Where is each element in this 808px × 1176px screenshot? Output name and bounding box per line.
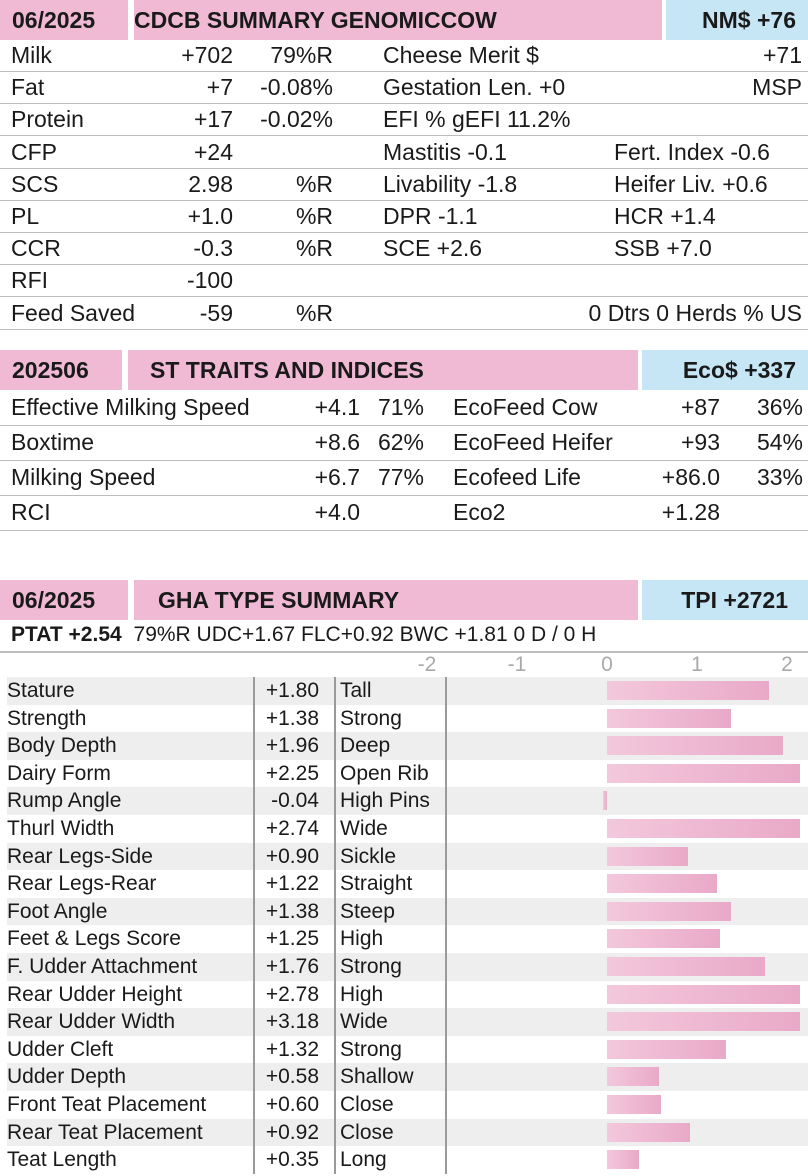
- eco-dollar-badge: Eco$ +337: [642, 350, 808, 390]
- trait-reliability: 79%R: [270, 42, 333, 68]
- trait-reliability: %R: [295, 299, 333, 326]
- trait-name: CCR: [11, 235, 61, 262]
- eco-name: Eco2: [453, 499, 506, 525]
- index-label-2: Fert. Index -0.6: [614, 138, 770, 165]
- type-trait-descriptor: Strong: [340, 955, 402, 978]
- type-trait-name: Rump Angle: [7, 789, 122, 813]
- cdcb-row: [0, 298, 808, 330]
- trait-bar: [607, 1123, 690, 1142]
- eco-name: Ecofeed Life: [453, 464, 581, 490]
- x-tick-label: 1: [691, 653, 703, 676]
- type-trait-descriptor: High: [340, 927, 384, 951]
- cdcb-title: CDCB SUMMARY GENOMICCOW: [134, 0, 662, 40]
- type-trait-name: Udder Cleft: [7, 1037, 114, 1061]
- cdcb-row: [0, 169, 808, 201]
- type-trait-descriptor: Strong: [340, 1037, 402, 1061]
- trait-bar: [607, 847, 688, 866]
- trait-bar: [607, 985, 800, 1004]
- eco-value: +93: [680, 429, 720, 455]
- type-trait-value: +1.96: [265, 734, 319, 758]
- ptat-summary: [11, 620, 596, 650]
- index-label: DPR -1.1: [383, 203, 478, 229]
- trait-reliability: -0.08%: [260, 74, 333, 101]
- index-label-2: HCR +1.4: [614, 203, 716, 229]
- trait-reliability: %R: [295, 203, 333, 229]
- trait-value: +702: [181, 42, 233, 68]
- type-trait-value: +1.38: [265, 706, 319, 730]
- st-trait-pct: 77%: [377, 464, 424, 490]
- st-trait-pct: 71%: [377, 394, 424, 420]
- st-row: [0, 496, 808, 531]
- st-trait-value: +6.7: [314, 464, 360, 490]
- type-trait-name: Rear Legs-Rear: [7, 872, 157, 896]
- index-value: 0 Dtrs 0 Herds % US: [588, 299, 802, 326]
- type-trait-value: +1.22: [265, 872, 319, 896]
- st-trait-pct: 62%: [377, 429, 424, 455]
- trait-row: [7, 1063, 808, 1091]
- st-trait-value: +4.1: [314, 394, 360, 420]
- trait-name: RFI: [11, 267, 49, 294]
- st-date: 202506: [0, 350, 122, 390]
- column-divider: [253, 677, 255, 1174]
- eco-name: EcoFeed Cow: [453, 394, 598, 420]
- index-label: SCE +2.6: [383, 235, 483, 262]
- index-value: +71: [762, 42, 802, 68]
- type-trait-value: +2.74: [265, 817, 319, 840]
- eco-value: +87: [680, 394, 720, 420]
- trait-bar: [607, 736, 783, 755]
- trait-bar: [607, 819, 800, 838]
- trait-value: +1.0: [187, 203, 233, 229]
- column-divider: [445, 677, 447, 1174]
- type-trait-descriptor: Tall: [340, 679, 372, 702]
- trait-reliability: %R: [295, 170, 333, 197]
- type-trait-name: Strength: [7, 706, 87, 730]
- type-trait-value: +2.25: [265, 761, 319, 785]
- trait-reliability: %R: [295, 235, 333, 262]
- eco-pct: 36%: [756, 394, 803, 420]
- type-trait-name: Foot Angle: [7, 899, 108, 923]
- trait-value: +24: [193, 138, 233, 165]
- x-tick-label: 0: [601, 653, 613, 676]
- trait-bar: [607, 1067, 659, 1086]
- trait-value: +17: [193, 106, 233, 133]
- type-trait-value: +1.76: [265, 955, 319, 978]
- nm-dollar-badge: NM$ +76: [666, 0, 808, 40]
- cdcb-row: [0, 265, 808, 297]
- st-row: [0, 461, 808, 496]
- st-trait-name: RCI: [11, 499, 51, 525]
- cdcb-row: [0, 40, 808, 72]
- type-trait-value: +0.35: [265, 1148, 319, 1172]
- type-trait-descriptor: Shallow: [340, 1065, 414, 1089]
- ptat-value: PTAT +2.54: [11, 623, 122, 646]
- trait-bar: [607, 1150, 639, 1169]
- type-trait-descriptor: High Pins: [340, 789, 430, 813]
- type-trait-name: Thurl Width: [7, 817, 115, 840]
- type-trait-descriptor: Straight: [340, 872, 413, 896]
- type-trait-name: Front Teat Placement: [7, 1093, 207, 1116]
- trait-row: [7, 1091, 808, 1119]
- trait-value: 2.98: [188, 170, 233, 197]
- trait-name: Fat: [11, 74, 45, 101]
- trait-row: [7, 1146, 808, 1174]
- trait-value: +7: [206, 74, 233, 101]
- trait-bar: [607, 929, 720, 948]
- type-trait-descriptor: Open Rib: [340, 761, 429, 785]
- cdcb-row: [0, 72, 808, 104]
- trait-bar: [607, 1040, 726, 1059]
- cdcb-row: [0, 201, 808, 233]
- trait-name: Protein: [11, 106, 84, 133]
- trait-value: -59: [199, 299, 233, 326]
- st-trait-name: Effective Milking Speed: [11, 394, 250, 420]
- trait-value: -100: [186, 267, 233, 294]
- type-trait-descriptor: Strong: [340, 706, 402, 730]
- type-trait-value: +1.25: [265, 927, 319, 951]
- type-trait-value: +3.18: [265, 1010, 319, 1034]
- x-tick-label: -1: [507, 653, 527, 676]
- type-trait-value: -0.04: [271, 789, 319, 813]
- type-trait-descriptor: Steep: [340, 899, 395, 923]
- trait-reliability: -0.02%: [260, 106, 333, 133]
- eco-value: +86.0: [661, 464, 720, 490]
- trait-bar: [607, 957, 765, 976]
- eco-name: EcoFeed Heifer: [453, 429, 613, 455]
- type-trait-name: Teat Length: [7, 1148, 117, 1172]
- index-label: Gestation Len. +0: [383, 74, 566, 101]
- type-trait-name: Rear Teat Placement: [7, 1120, 203, 1144]
- type-trait-descriptor: Wide: [340, 1010, 388, 1034]
- trait-name: Milk: [11, 42, 52, 68]
- trait-bar: [607, 764, 800, 783]
- type-trait-descriptor: Close: [340, 1093, 394, 1116]
- trait-bar: [607, 874, 717, 893]
- trait-value: -0.3: [193, 235, 233, 262]
- eco-pct: 54%: [756, 429, 803, 455]
- trait-bar: [607, 709, 731, 728]
- cdcb-date: 06/2025: [0, 0, 128, 40]
- cdcb-row: [0, 233, 808, 265]
- type-trait-name: F. Udder Attachment: [7, 955, 198, 978]
- type-trait-name: Rear Udder Width: [7, 1010, 176, 1034]
- trait-bar: [607, 902, 731, 921]
- index-label: Livability -1.8: [383, 170, 518, 197]
- type-trait-descriptor: Close: [340, 1120, 394, 1144]
- trait-name: PL: [11, 203, 40, 229]
- st-title: ST TRAITS AND INDICES: [128, 350, 638, 390]
- index-label-2: Heifer Liv. +0.6: [614, 170, 768, 197]
- type-trait-name: Dairy Form: [7, 761, 111, 785]
- type-trait-value: +2.78: [265, 982, 319, 1006]
- st-trait-value: +8.6: [314, 429, 360, 455]
- type-trait-descriptor: Deep: [340, 734, 391, 758]
- trait-bar: [607, 1095, 661, 1114]
- type-trait-value: +0.58: [265, 1065, 319, 1089]
- st-row: [0, 391, 808, 426]
- gha-date: 06/2025: [0, 580, 128, 620]
- type-trait-value: +1.38: [265, 899, 319, 923]
- st-trait-name: Milking Speed: [11, 464, 156, 490]
- x-tick-label: 2: [781, 653, 793, 676]
- gha-title: GHA TYPE SUMMARY: [134, 580, 638, 620]
- x-tick-label: -2: [417, 653, 437, 676]
- index-value: MSP: [752, 74, 802, 101]
- column-divider: [334, 677, 336, 1174]
- type-trait-name: Feet & Legs Score: [7, 927, 181, 951]
- type-trait-descriptor: Long: [340, 1148, 387, 1172]
- eco-value: +1.28: [661, 499, 720, 525]
- type-trait-name: Rear Legs-Side: [7, 844, 153, 868]
- type-trait-name: Rear Udder Height: [7, 982, 183, 1006]
- type-trait-value: +1.80: [265, 679, 319, 702]
- trait-bar: [603, 791, 607, 810]
- type-trait-value: +0.60: [265, 1093, 319, 1116]
- trait-name: Feed Saved: [11, 299, 136, 326]
- trait-name: CFP: [11, 138, 57, 165]
- eco-pct: 33%: [756, 464, 803, 490]
- trait-row: [7, 787, 808, 815]
- trait-name: SCS: [11, 170, 59, 197]
- st-trait-value: +4.0: [314, 499, 360, 525]
- type-trait-value: +0.92: [265, 1120, 319, 1144]
- st-row: [0, 426, 808, 461]
- st-trait-name: Boxtime: [11, 429, 95, 455]
- cdcb-row: [0, 104, 808, 136]
- type-trait-descriptor: Sickle: [340, 844, 397, 868]
- cdcb-row: [0, 137, 808, 169]
- type-trait-value: +1.32: [265, 1037, 319, 1061]
- type-trait-value: +0.90: [265, 844, 319, 868]
- type-trait-name: Body Depth: [7, 734, 117, 758]
- type-trait-descriptor: Wide: [340, 817, 388, 840]
- index-label-2: SSB +7.0: [614, 235, 712, 262]
- index-label: Cheese Merit $: [383, 42, 539, 68]
- trait-bar: [607, 681, 769, 700]
- type-trait-name: Udder Depth: [7, 1065, 127, 1089]
- ptat-details: 79%R UDC+1.67 FLC+0.92 BWC +1.81 0 D / 0 H: [133, 623, 597, 646]
- type-trait-descriptor: High: [340, 982, 384, 1006]
- index-label: EFI % gEFI 11.2%: [383, 106, 571, 133]
- trait-bar: [607, 1012, 800, 1031]
- tpi-badge: TPI +2721: [642, 580, 808, 620]
- index-label: Mastitis -0.1: [383, 138, 507, 165]
- type-trait-name: Stature: [7, 679, 75, 702]
